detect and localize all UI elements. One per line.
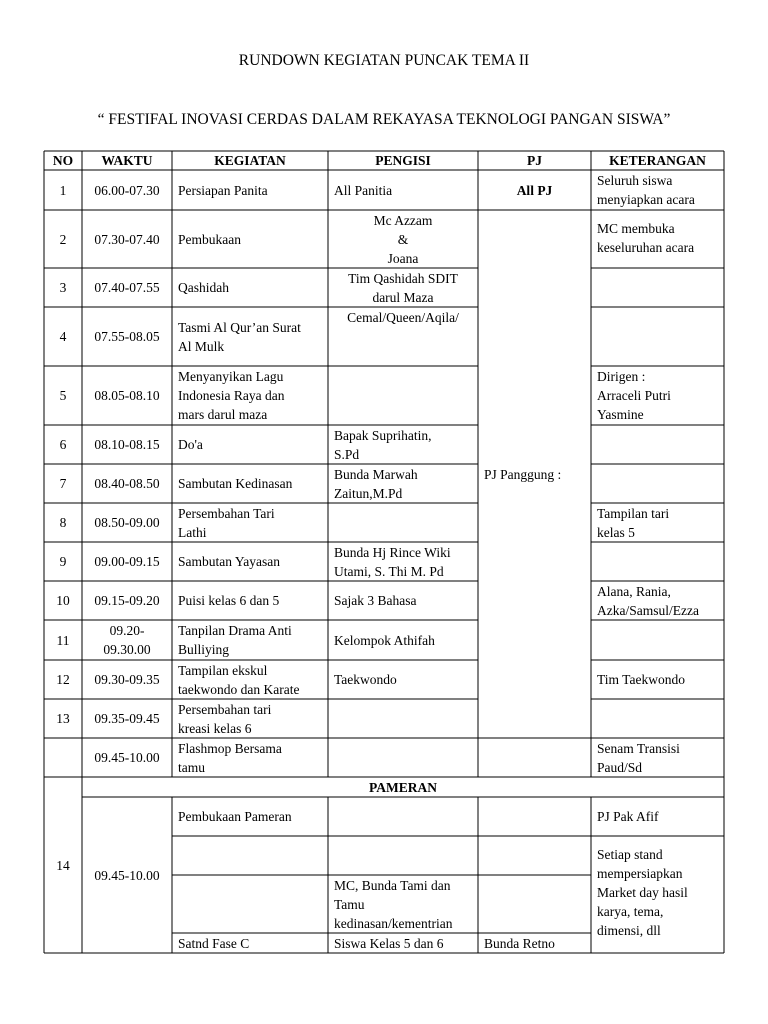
pameran-last-kegiatan: Satnd Fase C — [178, 935, 250, 951]
row-no: 4 — [59, 329, 67, 344]
row-pengisi: Sajak 3 Bahasa — [334, 593, 417, 608]
header-kegiatan: KEGIATAN — [214, 153, 286, 168]
row-keterangan: Tampilan tari kelas 5 — [597, 505, 670, 540]
row-kegiatan: Flashmop Bersama tamu — [178, 740, 282, 775]
row-kegiatan: Menyanyikan Lagu Indonesia Raya dan mars darul maza — [178, 369, 285, 422]
row-waktu: 09.20- 09.30.00 — [103, 623, 151, 657]
row-pengisi: All Panitia — [334, 182, 393, 198]
row-waktu: 06.00-07.30 — [94, 182, 160, 198]
row-no: 12 — [56, 672, 70, 687]
row-no: 3 — [59, 280, 67, 295]
pameran-heading: PAMERAN — [369, 779, 437, 795]
row-kegiatan: Tanpilan Drama Anti Bulliying — [178, 623, 292, 657]
row-kegiatan: Persiapan Panita — [178, 182, 268, 198]
pj-panggung: PJ Panggung : — [484, 466, 562, 482]
row-waktu: 07.55-08.05 — [94, 329, 160, 344]
header-keterangan: KETERANGAN — [609, 153, 706, 168]
row-keterangan — [591, 425, 724, 464]
row-pengisi — [328, 366, 478, 425]
row-keterangan: Tim Taekwondo — [597, 672, 685, 687]
row-pengisi: Bunda Hj Rince Wiki Utami, S. Thi M. Pd — [334, 544, 451, 579]
pameran-waktu: 09.45-10.00 — [94, 867, 160, 883]
row-keterangan: Seluruh siswa menyiapkan acara — [597, 173, 695, 207]
row-pengisi: Kelompok Athifah — [334, 632, 435, 648]
row-pengisi: Bapak Suprihatin, S.Pd — [334, 427, 432, 462]
document-subtitle: “ FESTIFAL INOVASI CERDAS DALAM REKAYASA TEKNOLOGI PANGAN SISWA” — [97, 111, 671, 128]
row-waktu: 09.30-09.35 — [94, 672, 160, 687]
row-keterangan — [591, 620, 724, 660]
row-kegiatan: Sambutan Kedinasan — [178, 476, 293, 491]
header-pj: PJ — [527, 153, 542, 168]
row-keterangan: Dirigen : Arraceli Putri Yasmine — [597, 369, 671, 422]
row-waktu: 08.40-08.50 — [94, 476, 160, 491]
row-kegiatan: Sambutan Yayasan — [178, 554, 280, 569]
header-waktu: WAKTU — [101, 153, 153, 168]
row-keterangan — [591, 699, 724, 738]
row-waktu: 08.10-08.15 — [94, 437, 160, 452]
row-no: 2 — [59, 231, 67, 247]
row-pengisi — [328, 738, 478, 777]
row-no: 9 — [59, 554, 67, 569]
row-keterangan: Senam Transisi Paud/Sd — [597, 740, 680, 775]
pj-all: All PJ — [516, 182, 553, 198]
header-no: NO — [52, 153, 74, 168]
row-kegiatan: Tasmi Al Qur’an Surat Al Mulk — [178, 319, 301, 354]
pameran-stand-keterangan: Setiap stand mempersiapkan Market day hasil karya, tema, dimensi, dll — [597, 847, 688, 938]
row-pengisi — [328, 699, 478, 738]
row-keterangan — [591, 542, 724, 581]
row-pengisi: Cemal/Queen/Aqila/ — [347, 310, 459, 325]
row-no — [44, 738, 82, 777]
row-kegiatan: Tampilan ekskul taekwondo dan Karate — [178, 662, 300, 697]
row-no: 7 — [59, 476, 67, 491]
row-no: 11 — [56, 632, 70, 648]
pameran-opening-kegiatan: Pembukaan Pameran — [178, 809, 292, 824]
row-waktu: 08.50-09.00 — [94, 515, 160, 530]
pameran-opening-keterangan: PJ Pak Afif — [597, 809, 659, 824]
row-waktu: 08.05-08.10 — [94, 388, 160, 403]
row-keterangan — [591, 307, 724, 366]
pameran-last-pj: Bunda Retno — [484, 935, 555, 951]
row-keterangan: Alana, Rania, Azka/Samsul/Ezza — [597, 583, 699, 618]
row-keterangan — [591, 268, 724, 307]
row-pengisi: Taekwondo — [334, 672, 397, 687]
row-kegiatan: Persembahan Tari Lathi — [178, 505, 275, 540]
row-waktu: 09.35-09.45 — [94, 711, 160, 726]
row-keterangan — [591, 464, 724, 503]
row-no: 13 — [56, 711, 70, 726]
row-waktu: 09.15-09.20 — [94, 593, 160, 608]
row-kegiatan: Persembahan tari kreasi kelas 6 — [178, 701, 272, 736]
row-keterangan: MC membuka keseluruhan acara — [597, 221, 695, 255]
header-pengisi: PENGISI — [375, 153, 431, 168]
row-waktu: 07.40-07.55 — [94, 280, 160, 295]
row-pengisi: Mc Azzam & Joana — [373, 213, 433, 266]
row-no: 6 — [59, 437, 67, 452]
row-waktu: 07.30-07.40 — [94, 231, 160, 247]
row-kegiatan: Puisi kelas 6 dan 5 — [178, 593, 280, 608]
row-kegiatan: Pembukaan — [178, 231, 241, 247]
row-waktu: 09.00-09.15 — [94, 554, 160, 569]
row-no: 8 — [59, 515, 67, 530]
row-no: 10 — [56, 593, 70, 608]
pameran-mc-pengisi: MC, Bunda Tami dan Tamu kedinasan/kementrian — [334, 877, 453, 931]
row-kegiatan: Qashidah — [178, 280, 229, 295]
row-pengisi — [328, 503, 478, 542]
row-waktu: 09.45-10.00 — [94, 750, 160, 765]
row-kegiatan: Do'a — [178, 437, 203, 452]
pameran-no: 14 — [56, 857, 70, 873]
pameran-last-pengisi: Siswa Kelas 5 dan 6 — [334, 935, 444, 951]
row-pengisi: Tim Qashidah SDIT darul Maza — [348, 271, 458, 305]
row-no: 5 — [59, 388, 67, 403]
row-pengisi: Bunda Marwah Zaitun,M.Pd — [334, 466, 418, 501]
row-no: 1 — [59, 182, 67, 198]
document-title: RUNDOWN KEGIATAN PUNCAK TEMA II — [238, 52, 530, 69]
